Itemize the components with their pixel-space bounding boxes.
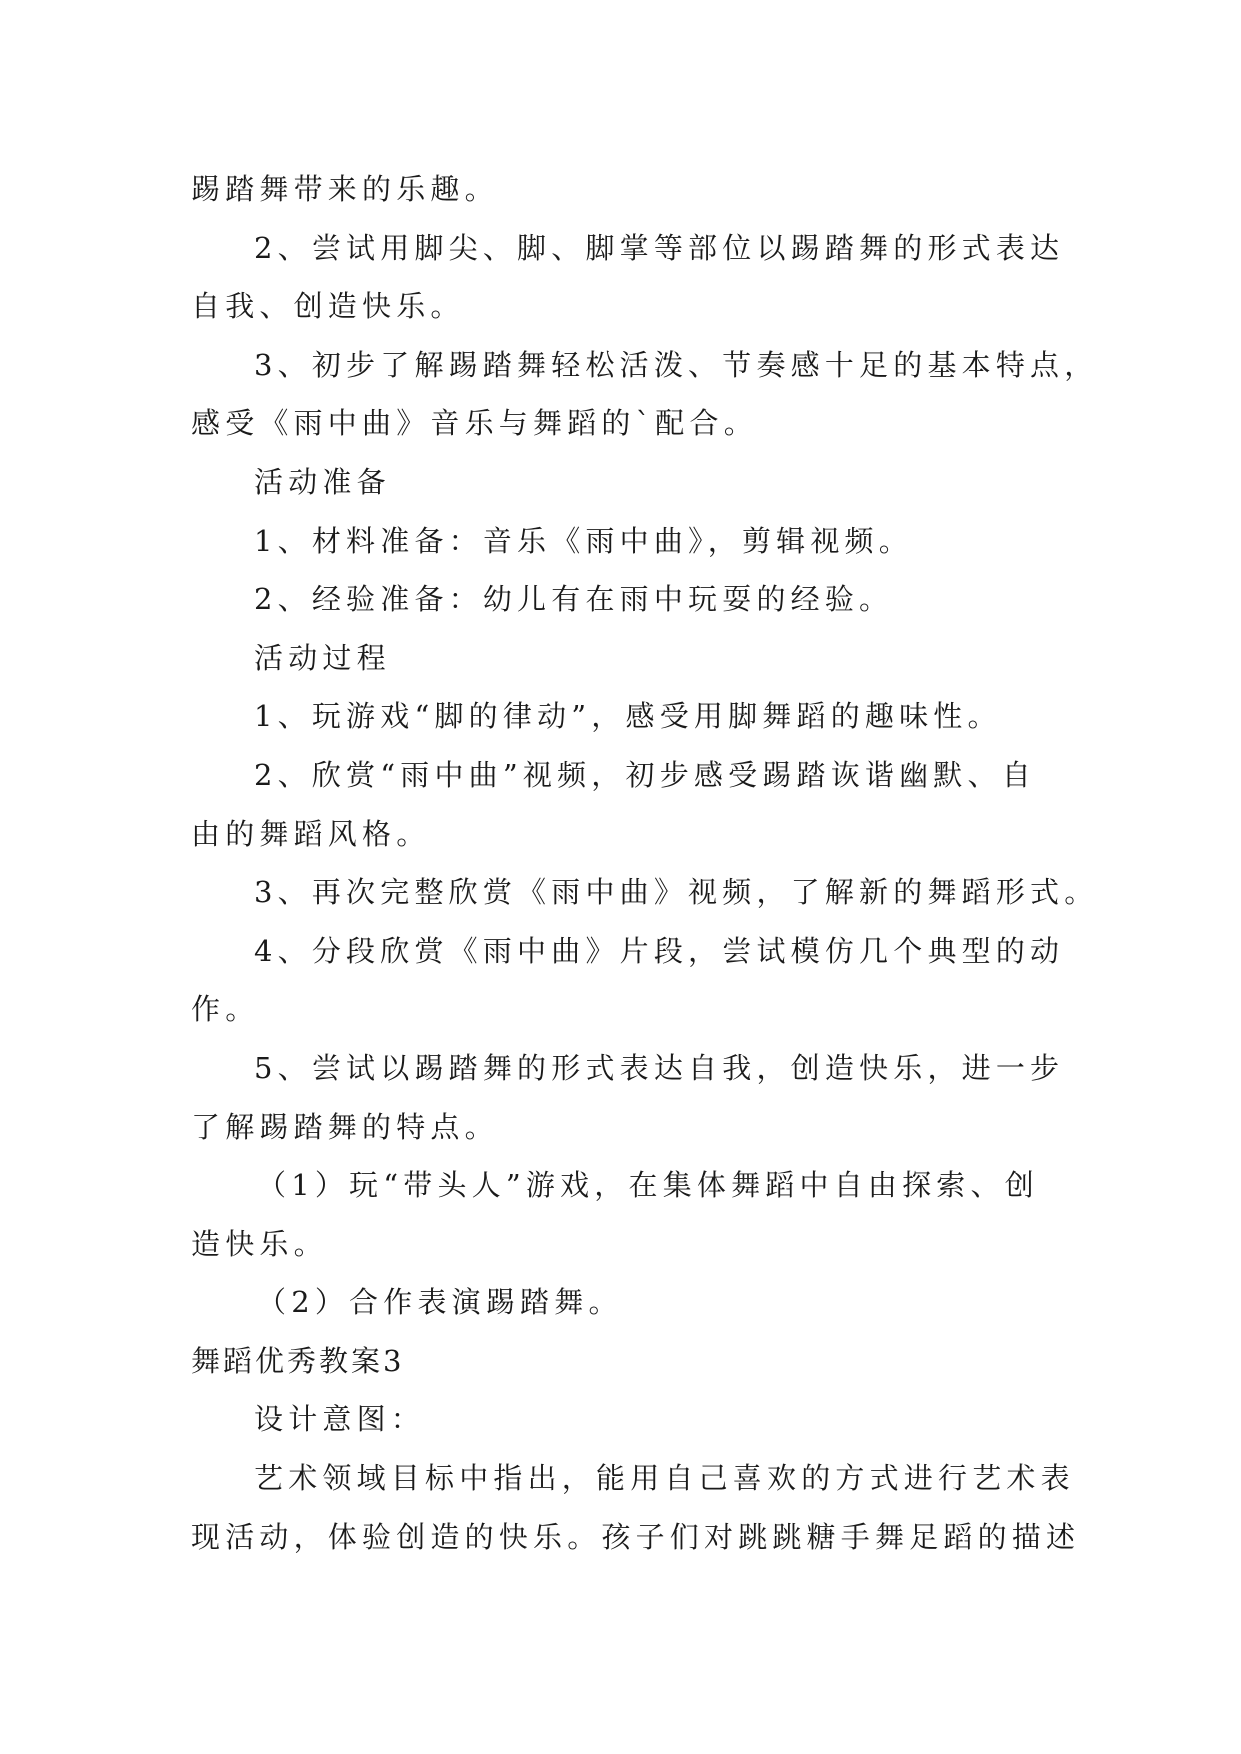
process-step-1: 1、玩游戏“脚的律动”，感受用脚舞蹈的趣味性。 [254, 699, 1002, 734]
paragraph-continuation: 现活动，体验创造的快乐。孩子们对跳跳糖手舞足蹈的描述 [191, 1519, 1081, 1554]
process-substep-2: （2）合作表演踢踏舞。 [257, 1285, 623, 1320]
paragraph-continuation: 踢踏舞带来的乐趣。 [191, 172, 499, 206]
process-step-4: 4、分段欣赏《雨中曲》片段，尝试模仿几个典型的动 [254, 933, 1065, 968]
preparation-item-1: 1、材料准备：音乐《雨中曲》，剪辑视频。 [254, 523, 913, 558]
objective-3-line: 3、初步了解踢踏舞轻松活泼、节奏感十足的基本特点， [254, 347, 1099, 382]
process-substep-1: （1）玩“带头人”游戏，在集体舞蹈中自由探索、创 [257, 1168, 1039, 1203]
paragraph-continuation: 自我、创造快乐。 [191, 289, 465, 324]
design-intent-heading: 设计意图： [254, 1402, 426, 1437]
document-page [191, 160, 1099, 1566]
paragraph-continuation: 造快乐。 [191, 1226, 328, 1261]
design-intent-paragraph: 艺术领域目标中指出，能用自己喜欢的方式进行艺术表 [254, 1461, 1075, 1496]
process-step-2: 2、欣赏“雨中曲”视频，初步感受踢踏诙谐幽默、自 [254, 757, 1036, 792]
process-step-5: 5、尝试以踢踏舞的形式表达自我，创造快乐，进一步 [254, 1050, 1065, 1085]
preparation-item-2: 2、经验准备：幼儿有在雨中玩耍的经验。 [254, 582, 894, 617]
objective-2-line: 2、尝试用脚尖、脚、脚掌等部位以踢踏舞的形式表达 [254, 230, 1065, 265]
process-step-3: 3、再次完整欣赏《雨中曲》视频，了解新的舞蹈形式。 [254, 875, 1099, 910]
paragraph-continuation: 作。 [191, 992, 260, 1027]
paragraph-continuation: 由的舞蹈风格。 [191, 816, 431, 851]
section-heading-preparation: 活动准备 [254, 464, 391, 499]
paragraph-continuation: 了解踢踏舞的特点。 [191, 1109, 499, 1144]
lesson-plan-title: 舞蹈优秀教案3 [191, 1343, 405, 1378]
section-heading-process: 活动过程 [254, 640, 391, 675]
paragraph-continuation: 感受《雨中曲》音乐与舞蹈的`配合。 [191, 406, 758, 441]
